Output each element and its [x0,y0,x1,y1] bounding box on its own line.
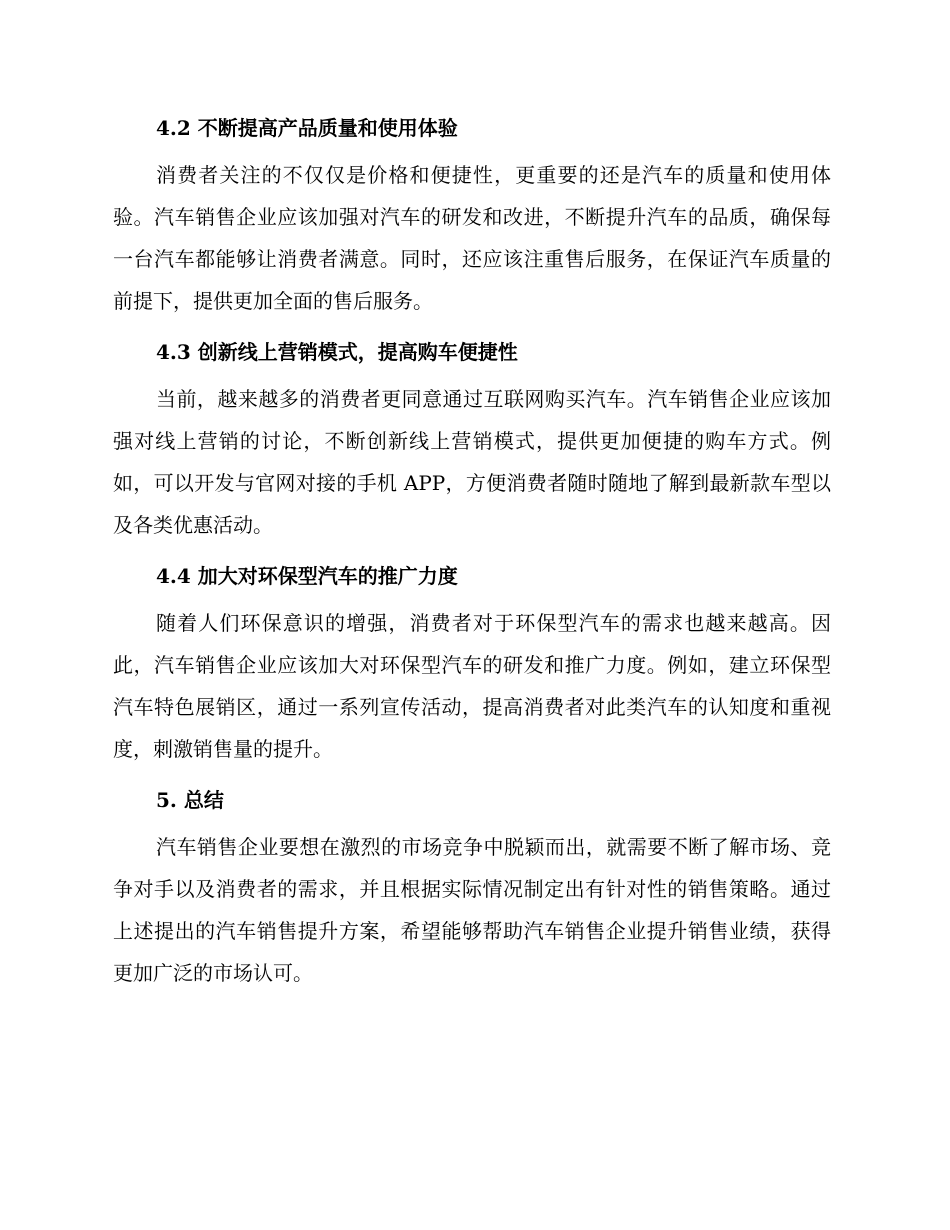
section-heading-4-4: 4.4 加大对环保型汽车的推广力度 [156,564,458,588]
document-body [113,108,831,1004]
section-heading-5: 5. 总结 [156,788,224,812]
section-paragraph-4-3: 当前，越来越多的消费者更同意通过互联网购买汽车。汽车销售企业应该加强对线上营销的讨论，不断创新线上营销模式，提供更加便捷的购车方式。例如，可以开发与官网对接的手机 APP，方便消费者随时随地了解到最新款车型以及各类优惠活动。 [113,387,831,537]
section-heading-4-3: 4.3 创新线上营销模式，提高购车便捷性 [156,340,518,364]
section-paragraph-4-4: 随着人们环保意识的增强，消费者对于环保型汽车的需求也越来越高。因此，汽车销售企业应该加大对环保型汽车的研发和推广力度。例如，建立环保型汽车特色展销区，通过一系列宣传活动，提高消费者对此类汽车的认知度和重视度，刺激销售量的提升。 [113,611,831,761]
section-paragraph-4-2: 消费者关注的不仅仅是价格和便捷性，更重要的还是汽车的质量和使用体验。汽车销售企业应该加强对汽车的研发和改进，不断提升汽车的品质，确保每一台汽车都能够让消费者满意。同时，还应该注重售后服务，在保证汽车质量的前提下，提供更加全面的售后服务。 [113,163,831,313]
section-paragraph-5: 汽车销售企业要想在激烈的市场竞争中脱颖而出，就需要不断了解市场、竞争对手以及消费者的需求，并且根据实际情况制定出有针对性的销售策略。通过上述提出的汽车销售提升方案，希望能够帮助汽车销售企业提升销售业绩，获得更加广泛的市场认可。 [113,835,831,985]
section-heading-4-2: 4.2 不断提高产品质量和使用体验 [156,116,458,140]
